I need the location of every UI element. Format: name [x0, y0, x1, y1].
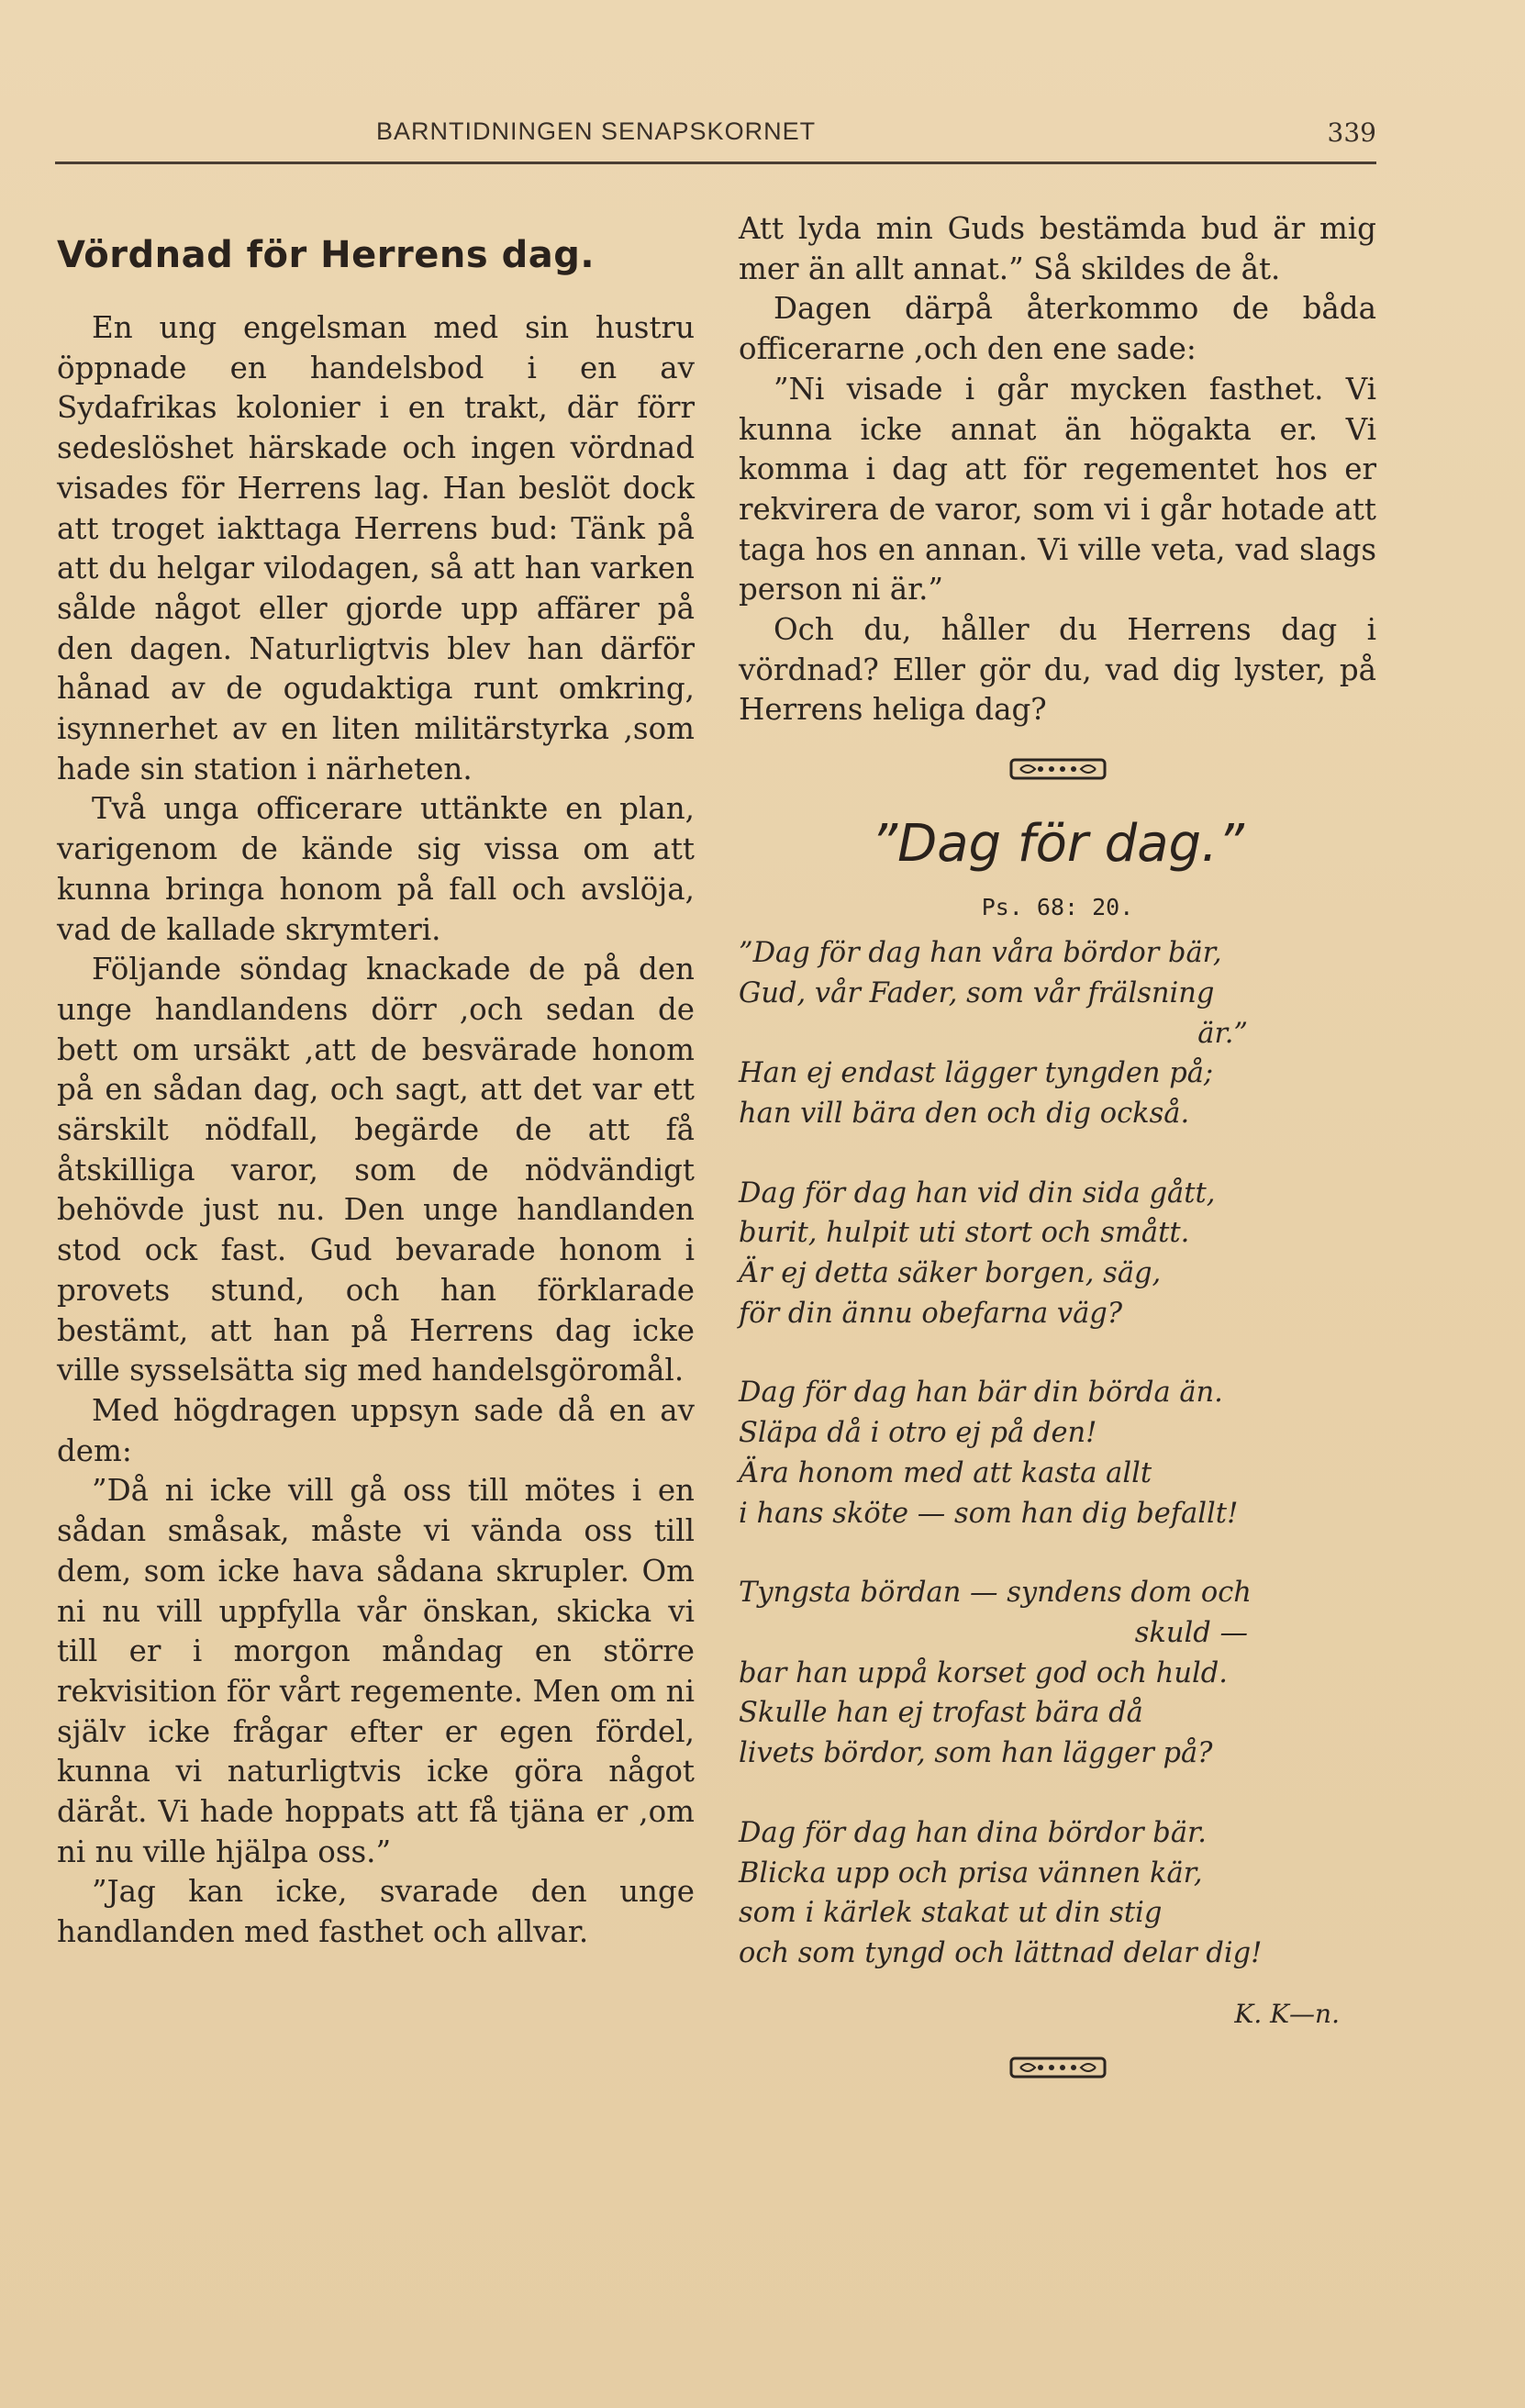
poem-line: är.”	[1197, 1017, 1248, 1050]
poem-signature: K. K—n.	[1234, 1998, 1340, 2029]
poem-line: Skulle han ej trofast bära då	[739, 1697, 1143, 1730]
article-paragraph: Att lyda min Guds bestämda bud är mig mer än allt annat.” Så skildes de åt.	[739, 211, 1376, 286]
poem-stanza	[739, 933, 1376, 1134]
poem-stanza	[739, 1174, 1376, 1334]
article-paragraph: ”Jag kan icke, svarade den unge handlanden med fasthet och allvar.	[57, 1874, 695, 1950]
poem-line: Dag för dag han dina bördor bär.	[739, 1816, 1207, 1849]
article-paragraph: Med högdragen uppsyn sade då en av dem:	[57, 1392, 695, 1468]
article-body-left	[57, 308, 695, 1953]
poem-line: i hans sköte — som han dig befallt!	[739, 1497, 1239, 1530]
poem-line: skuld —	[1134, 1616, 1248, 1649]
poem-line: Släpa då i otro ej på den!	[739, 1417, 1097, 1450]
poem-line: bar han uppå korset god och huld.	[739, 1656, 1228, 1689]
article-paragraph: ”Då ni icke vill gå oss till mötes i en sådan småsak, måste vi vända oss till dem, som icke hava sådana skrupler. Om ni nu vill uppfylla vår önskan, skicka vi till er i morgon måndag en större rekvisition för vårt regemente. Men om ni själv icke frågar efter er egen fördel, kunna vi naturligtvis icke göra något däråt. Vi hade hoppats att få tjäna er ,om ni nu ville hjälpa oss.”	[57, 1473, 695, 1869]
right-column	[739, 209, 1376, 2106]
poem-stanza	[739, 1373, 1376, 1533]
article-title: Vördnad för Herrens dag.	[57, 234, 596, 276]
left-column	[57, 209, 695, 1953]
header-rule	[55, 162, 1376, 164]
poem-line: Ära honom med att kasta allt	[739, 1456, 1152, 1489]
page-number: 339	[1327, 117, 1376, 148]
poem-stanza	[739, 1573, 1376, 1774]
article-paragraph: En ung engelsman med sin hustru öppnade en handelsbod i en av Sydafrikas kolonier i en trakt, där förr sedeslöshet härskade och ingen vördnad visades för Herrens lag. Han beslöt dock att troget iakttaga Herrens bud: Tänk på att du helgar vilodagen, så att han varken sålde något eller gjorde upp affärer på den dagen. Naturligtvis blev han därför hånad av de ogudaktiga runt omkring, isynnerhet av en liten militärstyrka ,som hade sin station i närheten.	[57, 310, 695, 786]
article-paragraph: Följande söndag knackade de på den unge handlandens dörr ,och sedan de bett om ursäkt ,att de besvärade honom på en sådan dag, och sagt, att det var ett särskilt nödfall, begärde de att få åtskilliga varor, som de nödvändigt behövde just nu. Den unge handlanden stod ock fast. Gud bevarade honom i provets stund, och han förklarade bestämt, att han på Herrens dag icke ville sysselsätta sig med handelsgöromål.	[57, 952, 695, 1388]
poem-stanza	[739, 1813, 1376, 1974]
poem-line: Är ej detta säker borgen, säg,	[739, 1257, 1162, 1290]
poem-line: och som tyngd och lättnad delar dig!	[739, 1936, 1263, 1969]
poem-line: Han ej endast lägger tyngden på;	[739, 1057, 1214, 1090]
page-header	[55, 117, 1376, 154]
poem-line: livets bördor, som han lägger på?	[739, 1737, 1213, 1770]
poem-line: för din ännu obefarna väg?	[739, 1297, 1123, 1330]
poem-line: Dag för dag han bär din börda än.	[739, 1377, 1223, 1410]
article-paragraph: Två unga officerare uttänkte en plan, varigenom de kände sig vissa om att kunna bringa honom på fall och avslöja, vad de kallade skrymteri.	[57, 791, 695, 947]
poem-reference: Ps. 68: 20.	[981, 894, 1134, 921]
ornament-divider-icon	[1007, 756, 1108, 782]
poem	[739, 933, 1376, 1973]
poem-line: Tyngsta bördan — syndens dom och	[739, 1577, 1252, 1610]
poem-title: ”Dag för dag.”	[871, 814, 1244, 875]
poem-line: Gud, vår Fader, som vår frälsning	[739, 976, 1215, 1009]
running-title: BARNTIDNINGEN SENAPSKORNET	[376, 117, 817, 145]
poem-line: Blicka upp och prisa vännen kär,	[739, 1856, 1203, 1890]
article-paragraph: Och du, håller du Herrens dag i vördnad? Eller gör du, vad dig lyster, på Herrens heliga dag?	[739, 612, 1376, 728]
poem-line: burit, hulpit uti stort och smått.	[739, 1217, 1190, 1250]
poem-line: han vill bära den och dig också.	[739, 1097, 1190, 1130]
article-paragraph: Dagen därpå återkommo de båda officerarne ,och den ene sade:	[739, 291, 1376, 367]
poem-line: Dag för dag han vid din sida gått,	[739, 1176, 1216, 1210]
poem-line: ”Dag för dag han våra bördor bär,	[739, 937, 1222, 970]
ornament-divider-icon	[1007, 2055, 1108, 2080]
article-paragraph: ”Ni visade i går mycken fasthet. Vi kunna icke annat än högakta er. Vi komma i dag att för regementet hos er rekvirera de varor, som vi i går hotade att taga hos en annan. Vi ville veta, vad slags person ni är.”	[739, 371, 1376, 608]
poem-line: som i kärlek stakat ut din stig	[739, 1897, 1163, 1930]
article-body-right	[739, 209, 1376, 730]
